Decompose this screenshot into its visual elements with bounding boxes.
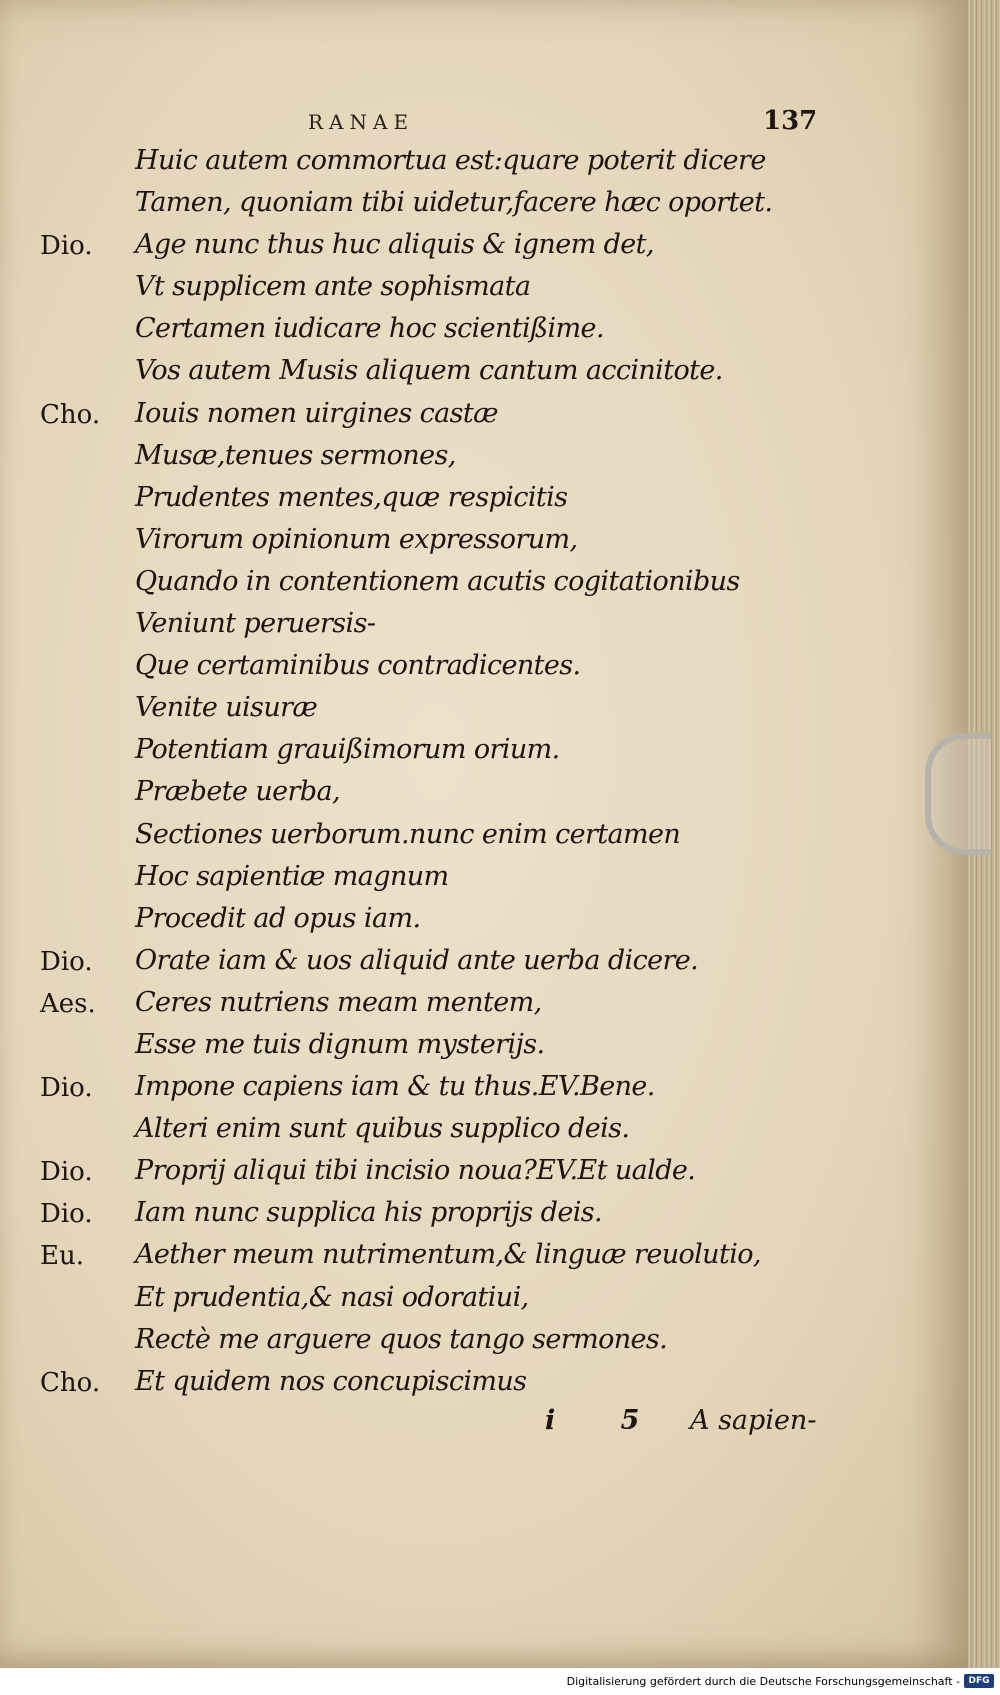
verse-line [0, 650, 968, 692]
verse-text-line: Aether meum nutrimentum,& linguæ reuolutio, [135, 1239, 761, 1271]
verse-line [0, 566, 968, 608]
verse-text-line: Quando in contentionem acutis cogitationibus [135, 565, 740, 597]
verse-line [0, 608, 968, 650]
verse-line [0, 398, 968, 440]
verse-line [0, 229, 968, 271]
verse-text-line: Esse me tuis dignum mysterijs. [135, 1028, 545, 1060]
catchline [0, 1405, 968, 1445]
verse-line [0, 355, 968, 397]
verse-line [0, 1366, 968, 1408]
verse-line [0, 1197, 968, 1239]
verse-text-line: Rectè me arguere quos tango sermones. [135, 1323, 668, 1355]
speaker-label: Dio. [40, 1073, 93, 1104]
verse-text-line: Potentiam grauißimorum orium. [135, 734, 560, 766]
verse-text-line: Iouis nomen uirgines castæ [135, 397, 498, 429]
verse-text-line: Virorum opinionum expressorum, [135, 523, 578, 555]
verse-line [0, 145, 968, 187]
dfg-logo-icon: DFG [964, 1674, 994, 1688]
verse-line [0, 1113, 968, 1155]
verse-line [0, 524, 968, 566]
speaker-label: Dio. [40, 946, 93, 977]
speaker-label: Dio. [40, 1157, 93, 1188]
page-number: 137 [763, 106, 818, 136]
verse-line [0, 945, 968, 987]
verse-text-line: Alteri enim sunt quibus supplico deis. [135, 1113, 630, 1145]
verse-line [0, 692, 968, 734]
verse-text-line: Musæ,tenues sermones, [135, 439, 456, 471]
signature-mark: i 5 [545, 1405, 668, 1436]
verse-line [0, 1324, 968, 1366]
verse-text-line: Que certaminibus contradicentes. [135, 650, 581, 682]
verse-text-line: Hoc sapientiæ magnum [135, 860, 449, 892]
verse-line [0, 776, 968, 818]
running-head [0, 106, 968, 140]
verse-line [0, 861, 968, 903]
verse-line [0, 903, 968, 945]
verse-text-line: Veniunt peruersis- [135, 608, 376, 640]
verse-line [0, 1155, 968, 1197]
running-title: RANAE [308, 110, 415, 134]
verse-text-line: Huic autem commortua est:quare poterit dicere [135, 145, 766, 176]
verse-text-line: Et quidem nos concupiscimus [135, 1365, 527, 1397]
verse-text-line: Procedit ad opus iam. [135, 902, 421, 934]
speaker-label: Cho. [40, 1367, 101, 1398]
verse-text-line: Sectiones uerborum.nunc enim certamen [135, 818, 681, 850]
speaker-label: Cho. [40, 399, 101, 430]
verse-text-line: Age nunc thus huc aliquis & ignem det, [135, 229, 654, 261]
verse-text-line: Vos autem Musis aliquem cantum accinitote. [135, 355, 723, 387]
verse-text-line: Vt supplicem ante sophismata [135, 271, 531, 303]
verse-text-line: Et prudentia,& nasi odoratiui, [135, 1281, 529, 1313]
verse-line [0, 1239, 968, 1281]
verse-line [0, 1071, 968, 1113]
verse-text-line: Orate iam & uos aliquid ante uerba dicere. [135, 944, 699, 976]
verse-line [0, 440, 968, 482]
verse-text-line: Ceres nutriens meam mentem, [135, 986, 542, 1018]
speaker-label: Dio. [40, 1199, 93, 1230]
verse-line [0, 313, 968, 355]
verse-text-line: Impone capiens iam & tu thus.EV.Bene. [135, 1071, 655, 1103]
catchword: A sapien- [690, 1405, 817, 1436]
verse-line [0, 482, 968, 524]
digitization-footer [0, 1668, 1000, 1695]
verse-text-line: Præbete uerba, [135, 776, 340, 808]
verse-text-line: Certamen iudicare hoc scientißime. [135, 313, 604, 345]
verse-text-line: Prudentes mentes,quæ respicitis [135, 481, 568, 513]
verse-text [0, 145, 968, 1408]
verse-text-line: Tamen, quoniam tibi uidetur,facere hæc oportet. [135, 187, 773, 219]
verse-text-line: Venite uisuræ [135, 692, 318, 724]
verse-line [0, 1029, 968, 1071]
speaker-label: Aes. [40, 988, 96, 1019]
verse-text-line: Proprij aliqui tibi incisio noua?EV.Et ualde. [135, 1155, 696, 1187]
verse-line [0, 987, 968, 1029]
speaker-label: Dio. [40, 231, 93, 262]
verse-line [0, 819, 968, 861]
verse-text-line: Iam nunc supplica his proprijs deis. [135, 1197, 602, 1229]
verse-line [0, 187, 968, 229]
speaker-label: Eu. [40, 1241, 84, 1272]
verse-line [0, 1282, 968, 1324]
verse-line [0, 734, 968, 776]
verse-line [0, 271, 968, 313]
footer-text: Digitalisierung gefördert durch die Deutsche Forschungsgemeinschaft - [566, 1675, 960, 1688]
